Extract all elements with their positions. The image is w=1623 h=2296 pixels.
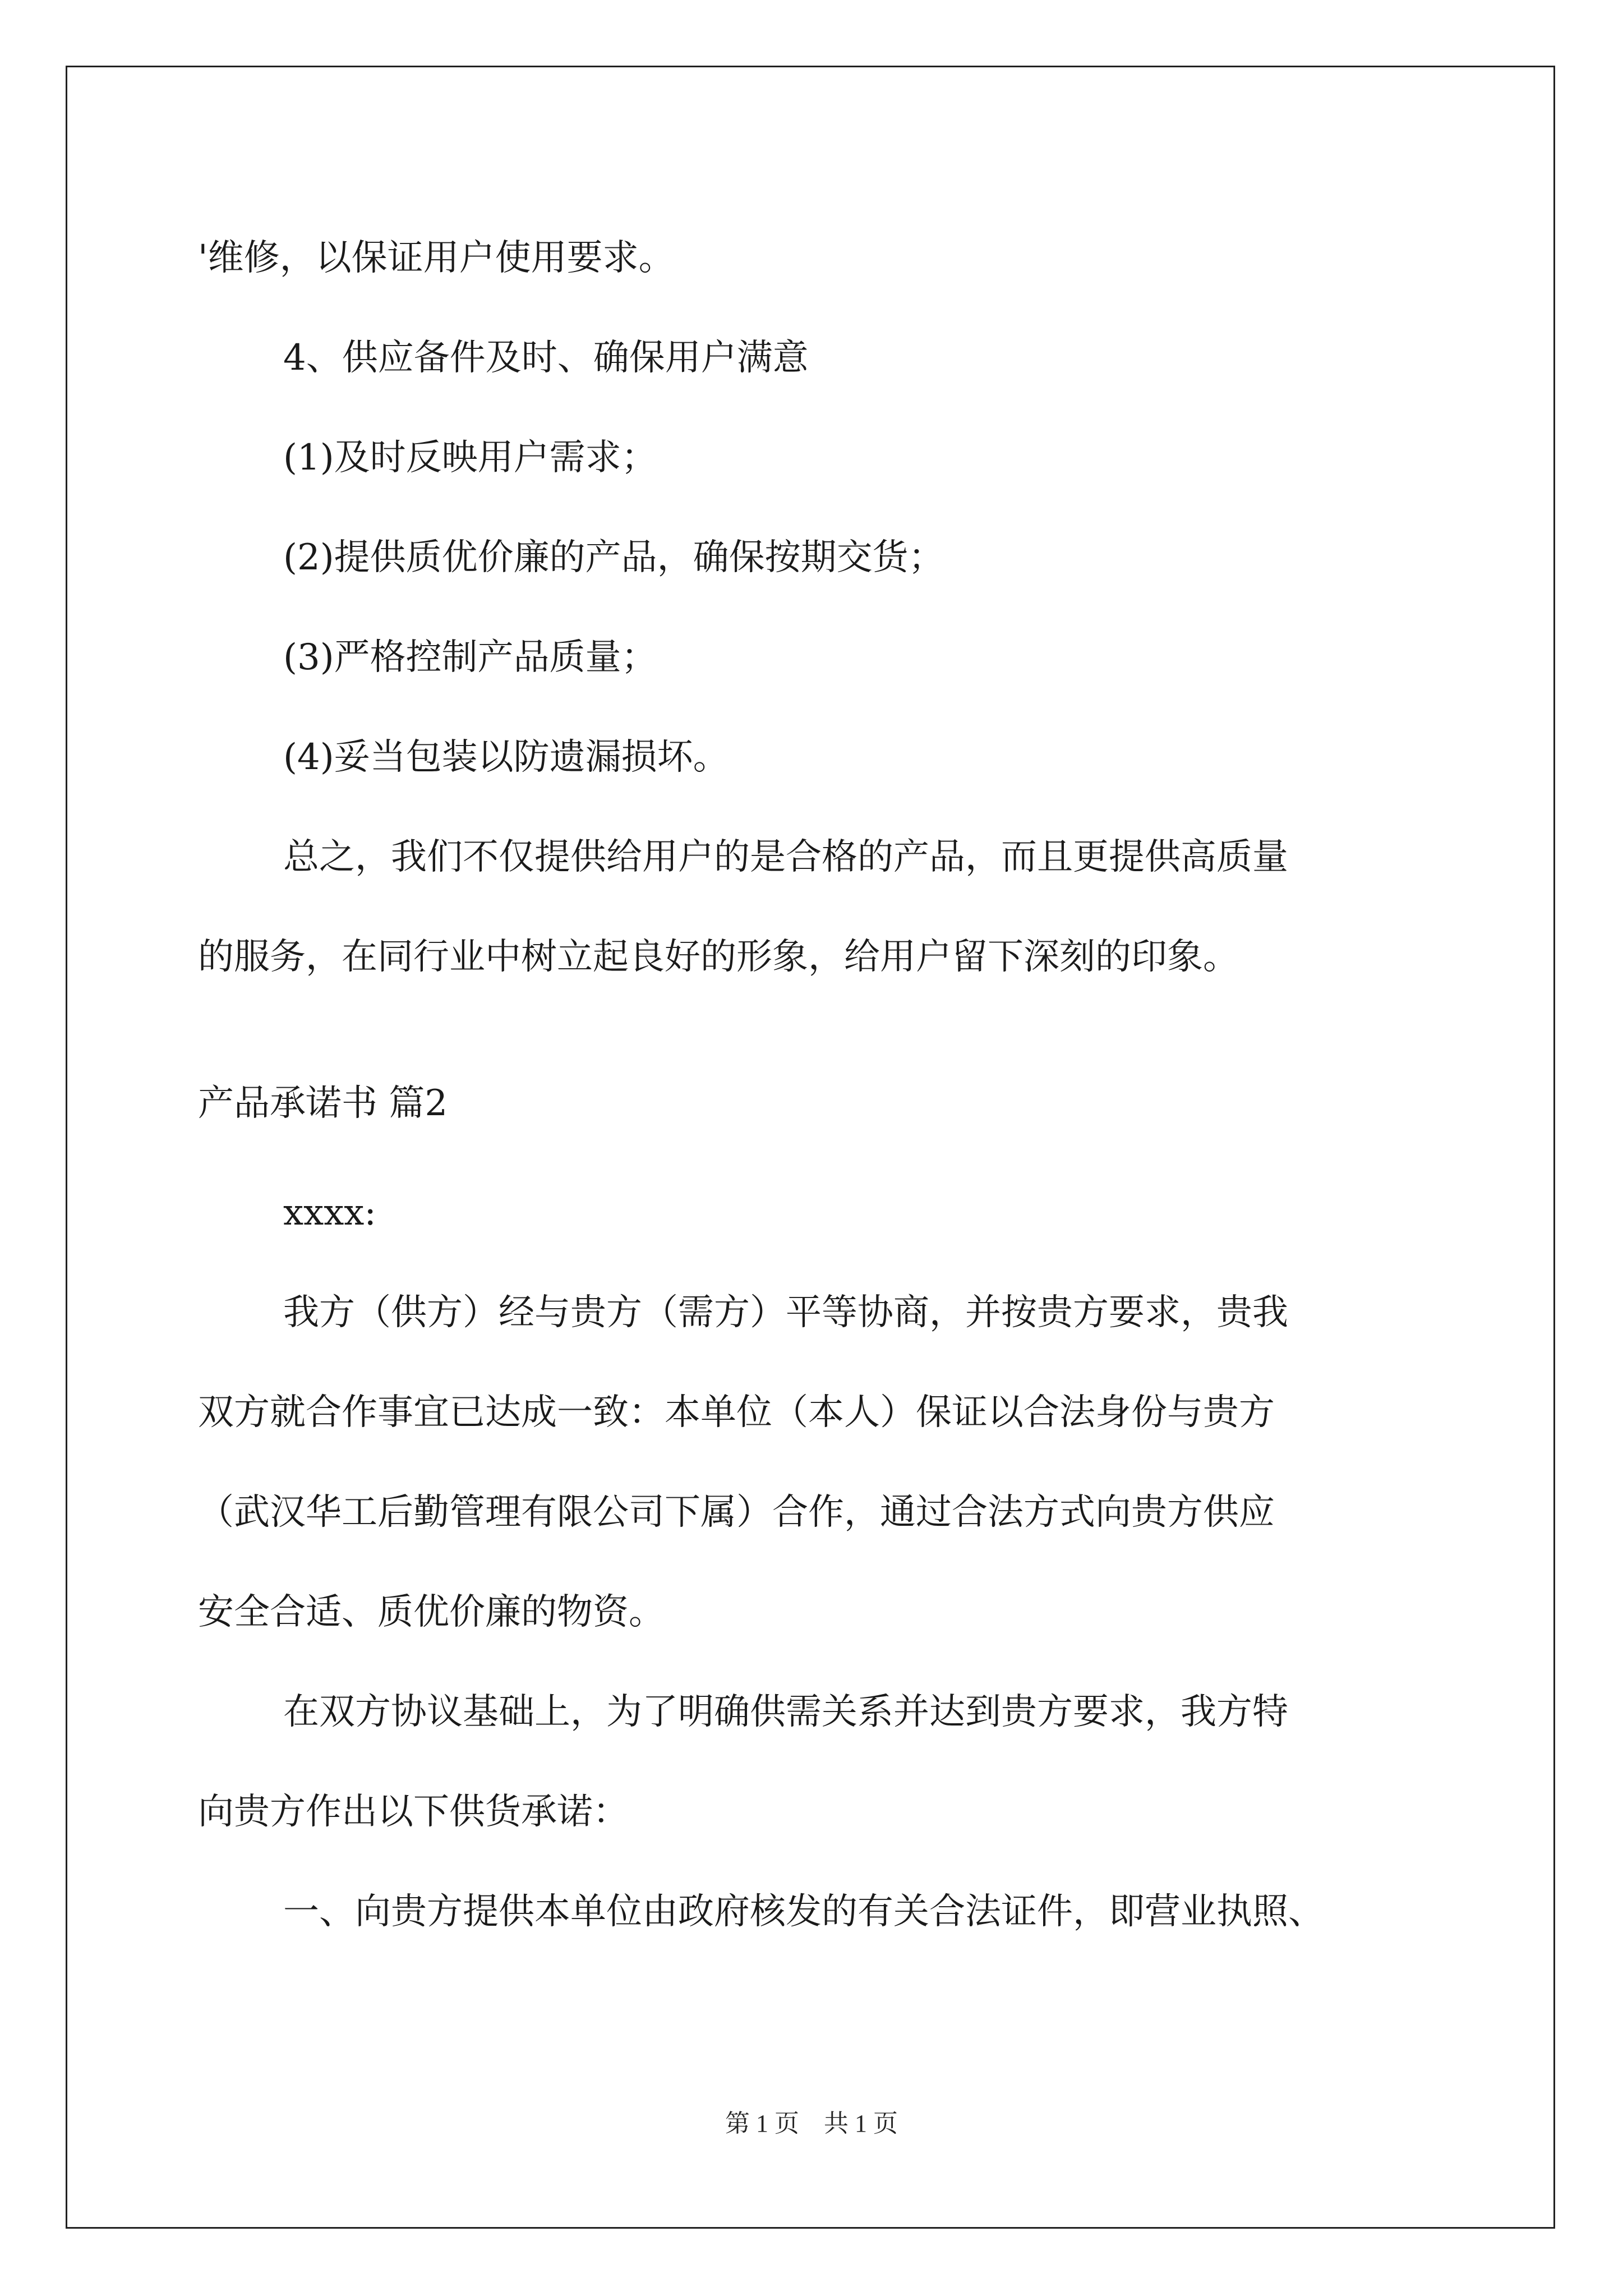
list-item: (4)妥当包装以防遗漏损坏。 bbox=[283, 737, 729, 778]
paragraph-line: 的服务，在同行业中树立起良好的形象，给用户留下深刻的印象。 bbox=[198, 936, 1239, 978]
body-line: '维修，以保证用户使用要求。 bbox=[198, 237, 675, 279]
paragraph-line: 向贵方作出以下供货承诺： bbox=[198, 1791, 629, 1833]
list-item: (1)及时反映用户需求； bbox=[283, 437, 657, 478]
section-heading: 4、供应备件及时、确保用户满意 bbox=[283, 337, 809, 379]
article-heading: 产品承诺书 篇2 bbox=[198, 1083, 448, 1124]
page-number: 第 1 页 共 1 页 bbox=[725, 2110, 898, 2137]
paragraph-line: 总之，我们不仅提供给用户的是合格的产品，而且更提供高质量 bbox=[283, 836, 1288, 878]
salutation: xxxx: bbox=[283, 1192, 376, 1234]
paragraph-line: 双方就合作事宜已达成一致：本单位（本人）保证以合法身份与贵方 bbox=[198, 1392, 1275, 1433]
paragraph-line: 我方（供方）经与贵方（需方）平等协商，并按贵方要求，贵我 bbox=[283, 1292, 1288, 1333]
paragraph-line: （武汉华工后勤管理有限公司下属）合作，通过合法方式向贵方供应 bbox=[198, 1492, 1275, 1533]
paragraph-line: 安全合适、质优价廉的物资。 bbox=[198, 1591, 665, 1633]
paragraph-line: 一、向贵方提供本单位由政府核发的有关合法证件，即营业执照、 bbox=[283, 1891, 1324, 1932]
list-item: (3)严格控制产品质量； bbox=[283, 637, 657, 678]
list-item: (2)提供质优价廉的产品，确保按期交货； bbox=[283, 537, 944, 578]
paragraph-line: 在双方协议基础上，为了明确供需关系并达到贵方要求，我方特 bbox=[283, 1691, 1288, 1733]
